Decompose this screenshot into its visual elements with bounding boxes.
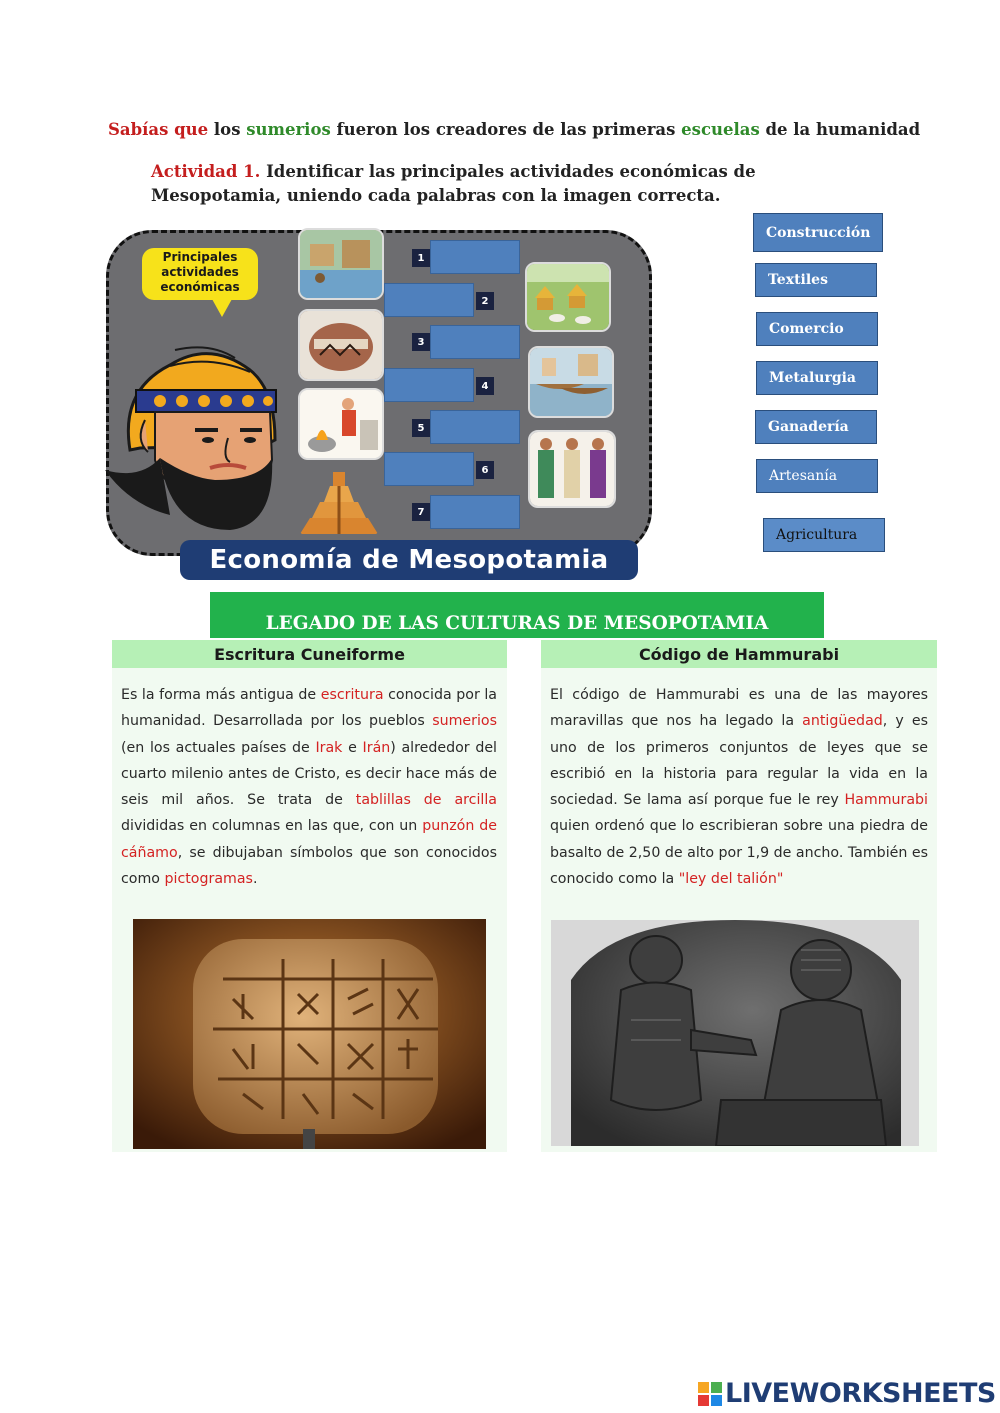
- intro-highlight-escuelas: escuelas: [681, 120, 760, 139]
- text-run: ) alrededor del cuarto milenio antes de Cristo, es decir hace más de seis mil años. Se trata de: [121, 739, 498, 809]
- liveworksheets-logo-text: LIVEWORKSHEETS: [725, 1378, 996, 1409]
- word-tile-comercio[interactable]: Comercio: [756, 312, 878, 346]
- liveworksheets-badge-icon: [698, 1382, 722, 1406]
- word-tile-construccion[interactable]: Construcción: [753, 213, 883, 252]
- hammurabi-stele-photo: [551, 920, 919, 1146]
- slot-number-3: 3: [412, 333, 430, 351]
- thumbnail-trade-boats: [528, 346, 614, 418]
- answer-slot-3[interactable]: [430, 325, 520, 359]
- slot-number-5: 5: [412, 419, 430, 437]
- answer-slot-1[interactable]: [430, 240, 520, 274]
- hammurabi-heading-text: Código de Hammurabi: [638, 644, 840, 664]
- intro-text-3: de la humanidad: [759, 120, 921, 139]
- activity-text: Identificar las principales actividades económicas de Mesopotamia, uniendo cada palabras con la imagen correcta.: [151, 162, 756, 205]
- text-run: , y es uno de los primeros conjuntos de leyes que se escribió en la historia para regular la vida en la sociedad. Se lama así porque fue le rey: [550, 713, 928, 809]
- sumerian-man-illustration: [100, 330, 310, 535]
- speech-bubble: [142, 248, 258, 300]
- highlight-punzon: punzón de cáñamo: [121, 818, 497, 861]
- cuneiform-tablet-photo: [133, 919, 486, 1149]
- activity-label: Actividad 1.: [151, 162, 261, 181]
- cuneiform-heading: [112, 640, 507, 668]
- legacy-banner: [210, 592, 824, 638]
- highlight-sumerios: sumerios: [432, 713, 497, 730]
- text-run: e: [342, 739, 363, 756]
- thumbnail-agriculture-scene: [298, 228, 384, 300]
- highlight-escritura: escritura: [320, 687, 384, 703]
- text-run: .: [252, 871, 258, 888]
- intro-sentence: [108, 120, 920, 139]
- text-run: Es la forma más antigua de: [121, 687, 321, 703]
- text-run: (en los actuales países de: [121, 739, 316, 756]
- hammurabi-paragraph: [550, 682, 928, 892]
- intro-text-1: los: [208, 120, 247, 139]
- slot-number-6: 6: [476, 461, 494, 479]
- answer-slot-5[interactable]: [430, 410, 520, 444]
- infographic-title: [180, 540, 638, 580]
- word-tile-metalurgia[interactable]: Metalurgia: [756, 361, 878, 395]
- answer-slot-7[interactable]: [430, 495, 520, 529]
- speech-bubble-tail: [212, 299, 232, 317]
- highlight-pictogramas: pictogramas: [164, 871, 253, 888]
- slot-number-7: 7: [412, 503, 430, 521]
- slot-number-2: 2: [476, 292, 494, 310]
- thumbnail-village-livestock: [525, 262, 611, 332]
- answer-slot-6[interactable]: [384, 452, 474, 486]
- word-tile-agricultura[interactable]: Agricultura: [763, 518, 885, 552]
- answer-slot-4[interactable]: [384, 368, 474, 402]
- infographic-title-text: Economía de Mesopotamia: [209, 545, 609, 575]
- text-run: El código de Hammurabi es una de las mayores maravillas que nos ha legado la: [550, 687, 928, 730]
- highlight-antiguedad: antigüedad: [802, 713, 883, 730]
- highlight-hammurabi: Hammurabi: [844, 792, 928, 809]
- thumbnail-pottery-vase: [298, 309, 384, 381]
- text-run: conocida por la humanidad. Desarrollada por los pueblos: [121, 687, 497, 730]
- activity-instructions: [151, 160, 891, 208]
- legacy-banner-text: LEGADO DE LAS CULTURAS DE MESOPOTAMIA: [265, 613, 769, 634]
- text-run: quien ordenó que lo escribieran sobre una piedra de basalto de 2,50 de alto por 1,9 de ancho. También es conocido como la: [550, 818, 928, 888]
- highlight-iran: Irán: [362, 739, 391, 756]
- word-tile-artesania[interactable]: Artesanía: [756, 459, 878, 493]
- thumbnail-metalworker: [298, 388, 384, 460]
- liveworksheets-logo: [698, 1378, 996, 1409]
- speech-bubble-text: Principales actividades económicas: [160, 250, 240, 294]
- slot-number-1: 1: [412, 249, 430, 267]
- highlight-tablillas: tablillas de arcilla: [355, 792, 497, 809]
- intro-highlight-sabias: Sabías que: [108, 120, 209, 139]
- slot-number-4: 4: [476, 377, 494, 395]
- answer-slot-2[interactable]: [384, 283, 474, 317]
- cuneiform-heading-text: Escritura Cuneiforme: [214, 644, 405, 664]
- cuneiform-paragraph: [121, 682, 497, 892]
- word-tile-ganaderia[interactable]: Ganadería: [755, 410, 877, 444]
- thumbnail-ziggurat: [298, 468, 380, 536]
- highlight-ley-del-talion: "ley del talión": [678, 871, 784, 888]
- hammurabi-heading: [541, 640, 937, 668]
- intro-highlight-sumerios: sumerios: [246, 120, 331, 139]
- thumbnail-textile-figures: [528, 430, 616, 508]
- word-tile-textiles[interactable]: Textiles: [755, 263, 877, 297]
- highlight-irak: Irak: [315, 739, 343, 756]
- intro-text-2: fueron los creadores de las primeras: [330, 120, 682, 139]
- text-run: divididas en columnas en las que, con un: [121, 818, 423, 835]
- text-run: , se dibujaban símbolos que son conocidos como: [121, 844, 497, 888]
